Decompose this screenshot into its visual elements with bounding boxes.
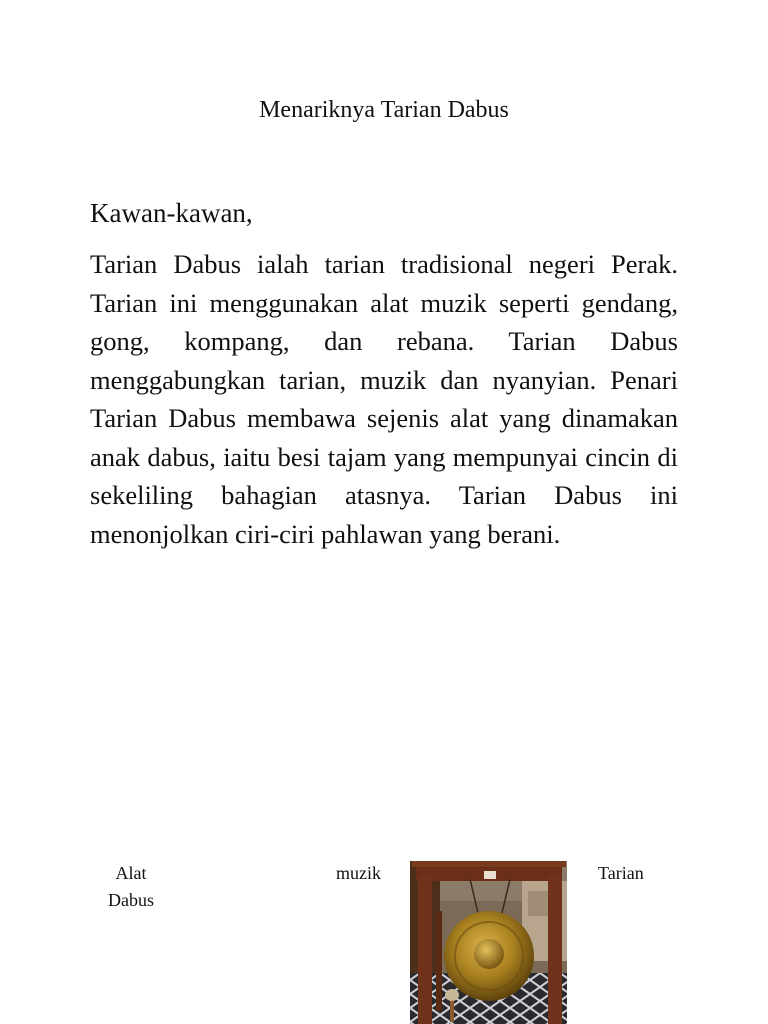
caption-right: Tarian bbox=[598, 863, 644, 883]
caption-left-line2: Dabus bbox=[108, 890, 154, 910]
gong-photo-icon bbox=[410, 861, 567, 1024]
caption-left-line1: Alat bbox=[115, 863, 147, 883]
page-title: Menariknya Tarian Dabus bbox=[259, 97, 509, 123]
greeting: Kawan-kawan, bbox=[90, 198, 253, 228]
body-paragraph: Tarian Dabus ialah tarian tradisional negeri Perak. Tarian ini menggunakan alat muzik seperti gendang, gong, kompang, dan rebana. Tarian Dabus menggabungkan tarian, muzik dan nyanyian. Penari Tarian Dabus membawa sejenis alat yang dinamakan anak dabus, iaitu besi tajam yang mempunyai cincin di sekeliling bahagian atasnya. Tarian Dabus ini menonjolkan ciri-ciri pahlawan yang berani. bbox=[90, 249, 678, 549]
caption-left bbox=[96, 860, 166, 914]
caption-middle: muzik bbox=[336, 863, 381, 883]
